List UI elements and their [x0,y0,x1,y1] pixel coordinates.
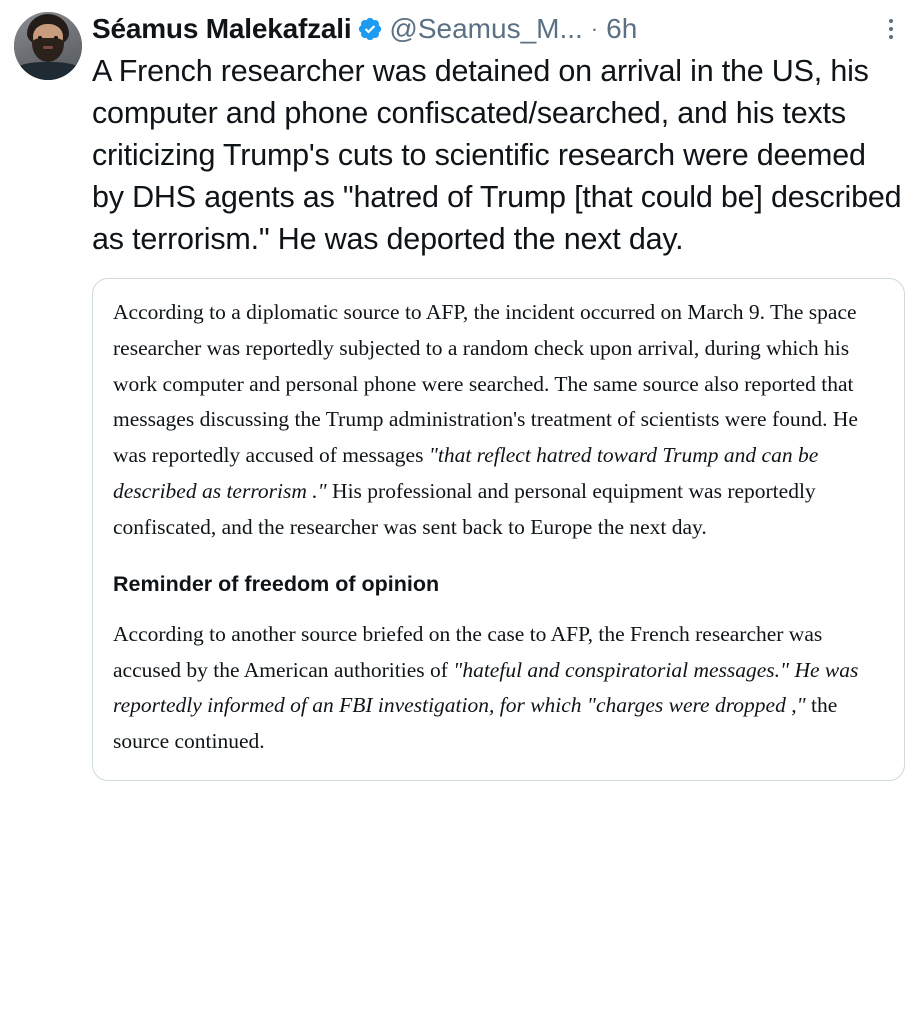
article-body [113,295,884,759]
tweet-header [92,8,905,44]
avatar-eye-right [54,36,58,39]
avatar[interactable] [14,12,82,80]
avatar-mouth [43,46,53,49]
more-dot-1 [889,19,893,23]
article-paragraph-1-quote: "that reflect hatred toward Trump and can be described as terrorism ." [113,443,819,503]
article-paragraph-2 [113,617,884,760]
avatar-eye-left [38,36,42,39]
quoted-article-card[interactable] [92,278,905,780]
article-paragraph-1-text-a: According to a diplomatic source to AFP, the incident occurred on March 9. The space researcher was reportedly subjected to a random check upon arrival, during which his work computer and personal phone were searched. The same source also reported that messages discussing the Trump administration's treatment of scientists were found. He was reportedly accused of messages [113,300,858,468]
more-dot-3 [889,35,893,39]
tweet-timestamp[interactable]: 6h [606,13,638,44]
more-options-icon[interactable] [877,14,905,44]
article-paragraph-2-text-a: According to another source briefed on the case to AFP, the French researcher was accused by the American authorities of [113,621,823,682]
tweet-body-text: A French researcher was detained on arrival in the US, his computer and phone confiscated/searched, and his texts criticizing Trump's cuts to scientific research were deemed by DHS agents as "hatred of Trump [that could be] described as terrorism." He was deported the next day. [92,54,910,257]
author-display-name[interactable]: Séamus Malekafzali [92,13,352,44]
article-subheading: Reminder of freedom of opinion [113,572,440,597]
avatar-column [14,8,88,797]
article-paragraph-1 [113,295,884,545]
more-dot-2 [889,27,893,31]
avatar-torso [14,62,82,80]
verified-badge-icon [357,16,383,42]
separator-dot: · [590,16,599,41]
article-paragraph-1-text-b: His professional and personal equipment was reportedly confiscated, and the researcher was sent back to Europe the next day. [113,478,816,539]
article-paragraph-2-quote: "hateful and conspiratorial messages." He was reportedly informed of an FBI investigation, for which "charges were dropped ," [113,657,859,718]
tweet-content [88,8,910,797]
article-paragraph-2-text-b: the source continued. [113,693,838,753]
author-handle[interactable]: @Seamus_M... [389,13,583,44]
